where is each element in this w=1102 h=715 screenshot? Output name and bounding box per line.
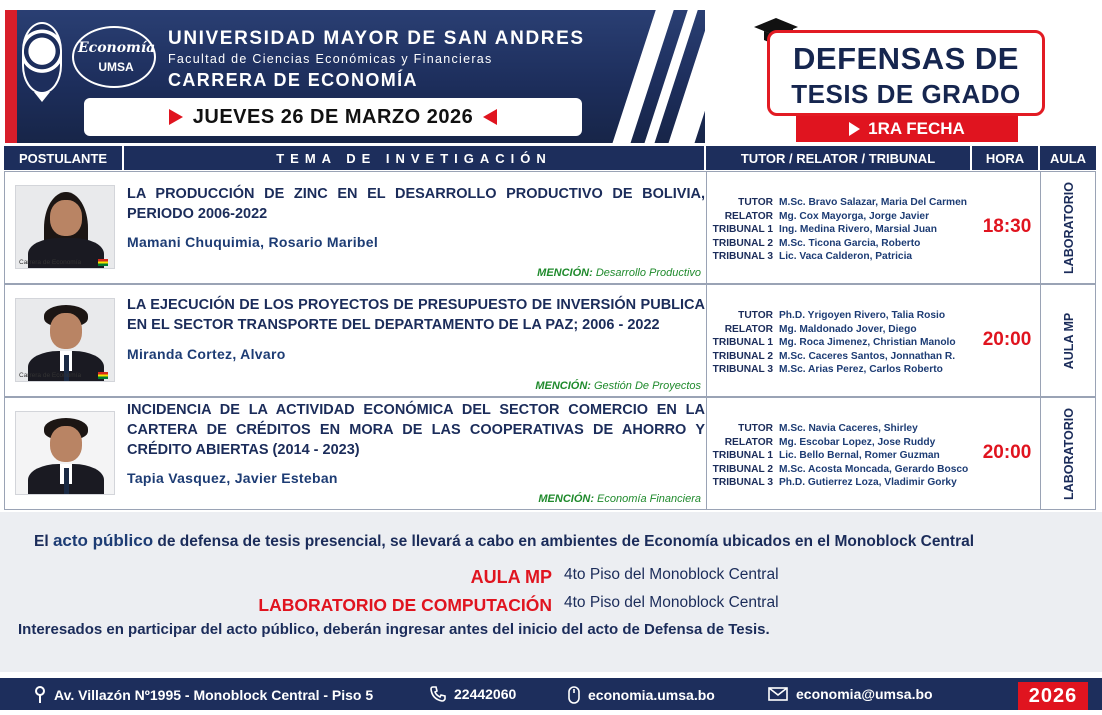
defense-schedule-table (4, 146, 1096, 512)
mention-value: Desarrollo Productivo (595, 267, 701, 279)
phone-text[interactable]: 22442060 (454, 686, 517, 702)
website-link[interactable]: economia.umsa.bo (588, 687, 715, 703)
committee-row (711, 309, 973, 323)
notice-pre: El (34, 533, 49, 550)
defense-room (1041, 172, 1097, 283)
committee-row (711, 323, 973, 337)
event-title-line2: TESIS DE GRADO (791, 79, 1021, 109)
location-pin-icon (34, 686, 46, 704)
committee-role: TUTOR (738, 197, 773, 208)
committee-member: M.Sc. Ticona Garcia, Roberto (779, 237, 921, 249)
logo-umsa: UMSA (98, 60, 134, 74)
committee-member: M.Sc. Navia Caceres, Shirley (779, 423, 918, 434)
table-row (4, 284, 1096, 397)
session-label: 1RA FECHA (868, 119, 965, 138)
column-divider (706, 172, 707, 283)
committee-list (711, 196, 973, 264)
economia-logo (72, 26, 156, 88)
committee-member: Mg. Cox Mayorga, Jorge Javier (779, 210, 930, 222)
committee-role: TUTOR (738, 423, 773, 434)
faculty-name: Facultad de Ciencias Económicas y Financieras (168, 52, 493, 66)
committee-role: TRIBUNAL 1 (712, 337, 773, 349)
committee-role: RELATOR (724, 210, 773, 222)
play-icon (849, 122, 860, 136)
applicant-photo (15, 185, 115, 269)
envelope-icon (768, 687, 788, 701)
room-label: LABORATORIO (1062, 407, 1076, 500)
mouse-icon (568, 686, 580, 704)
committee-member: M.Sc. Bravo Salazar, Maria Del Carmen (779, 197, 967, 208)
footer (0, 674, 1102, 710)
photo-tie (64, 468, 69, 494)
date-banner (84, 98, 582, 136)
thesis-mention (535, 380, 701, 392)
committee-role: TRIBUNAL 3 (712, 364, 773, 376)
defense-room (1041, 398, 1097, 509)
committee-member: M.Sc. Acosta Moncada, Gerardo Bosco (779, 463, 969, 475)
thesis-mention (537, 267, 701, 279)
committee-role: TRIBUNAL 1 (712, 450, 773, 462)
committee-role: TRIBUNAL 1 (712, 224, 773, 236)
footer-website (568, 686, 715, 704)
committee-member: M.Sc. Arias Perez, Carlos Roberto (779, 364, 943, 376)
table-row (4, 397, 1096, 510)
room-label: AULA MP (1062, 312, 1077, 369)
column-divider (706, 285, 707, 396)
committee-role: TRIBUNAL 3 (712, 477, 773, 489)
session-badge (796, 116, 1018, 142)
university-name: UNIVERSIDAD MAYOR DE SAN ANDRES (168, 28, 585, 49)
location-description: 4to Piso del Monoblock Central (564, 594, 779, 611)
committee-list (711, 309, 973, 377)
committee-row (711, 436, 973, 450)
mention-label: MENCIÓN: (537, 267, 593, 279)
flag-icon (98, 259, 108, 266)
defense-time: 20:00 (982, 442, 1032, 463)
committee-row (711, 463, 973, 477)
committee-row (711, 422, 973, 436)
footer-address (34, 686, 373, 704)
applicant-name: Tapia Vasquez, Javier Esteban (127, 470, 338, 486)
address-text: Av. Villazón Nº1995 - Monoblock Central - Piso 5 (54, 687, 374, 703)
seal-ribbon-icon (34, 92, 50, 102)
committee-member: Mg. Maldonado Jover, Diego (779, 323, 917, 335)
event-title-box (767, 30, 1045, 116)
committee-list (711, 422, 973, 490)
applicant-photo (15, 298, 115, 382)
arrow-right-icon (169, 109, 183, 125)
committee-row (711, 449, 973, 463)
header-applicant: POSTULANTE (4, 146, 124, 170)
university-seal-icon (22, 22, 62, 94)
photo-face (50, 200, 82, 236)
attendance-note: Interesados en participar del acto público, deberán ingresar antes del inicio del acto de Defensa de Tesis. (18, 621, 770, 638)
flag-icon (98, 372, 108, 379)
committee-member: Ph.D. Gutierrez Loza, Vladimir Gorky (779, 477, 957, 489)
header (0, 0, 1102, 148)
committee-role: TRIBUNAL 2 (712, 350, 773, 362)
applicant-name: Miranda Cortez, Alvaro (127, 346, 286, 362)
committee-role: TRIBUNAL 2 (712, 237, 773, 249)
committee-row (711, 363, 973, 377)
phone-icon (430, 686, 446, 702)
committee-row (711, 223, 973, 237)
committee-member: Ph.D. Yrigoyen Rivero, Talia Rosio (779, 310, 946, 321)
defense-time: 20:00 (982, 329, 1032, 350)
thesis-topic: LA PRODUCCIÓN DE ZINC EN EL DESARROLLO PRODUCTIVO DE BOLIVIA, PERIODO 2006-2022 (127, 186, 705, 222)
thesis-topic: LA EJECUCIÓN DE LOS PROYECTOS DE PRESUPUESTO DE INVERSIÓN PUBLICA EN EL SECTOR TRANSPORTE DEL DEPARTAMENTO DE LA PAZ; 2006 - 2022 (127, 297, 705, 333)
year-badge: 2026 (1018, 682, 1088, 710)
column-divider (706, 398, 707, 509)
location-name: AULA MP (470, 567, 552, 587)
location-description: 4to Piso del Monoblock Central (564, 566, 779, 583)
committee-row (711, 196, 973, 210)
mention-label: MENCIÓN: (535, 380, 591, 392)
committee-member: Lic. Bello Bernal, Romer Guzman (779, 450, 940, 462)
committee-member: M.Sc. Caceres Santos, Jonnathan R. (779, 350, 956, 362)
header-room: AULA (1040, 146, 1096, 170)
committee-row (711, 237, 973, 251)
header-committee: TUTOR / RELATOR / TRIBUNAL (706, 146, 972, 170)
committee-member: Ing. Medina Rivero, Marsial Juan (779, 224, 937, 236)
committee-role: TUTOR (738, 310, 773, 321)
public-act-notice (34, 531, 974, 551)
committee-role: RELATOR (724, 323, 773, 335)
committee-member: Mg. Roca Jimenez, Christian Manolo (779, 337, 956, 349)
photo-caption: Carrera de Economía (19, 259, 82, 266)
header-topic: TEMA DE INVETIGACIÓN (124, 146, 706, 170)
footer-phone (430, 686, 516, 702)
photo-face (50, 313, 82, 349)
committee-role: TRIBUNAL 2 (712, 463, 773, 475)
committee-row (711, 336, 973, 350)
photo-face (50, 426, 82, 462)
committee-row (711, 350, 973, 364)
table-row (4, 171, 1096, 284)
committee-row (711, 210, 973, 224)
mention-label: MENCIÓN: (538, 493, 594, 505)
email-link[interactable]: economia@umsa.bo (796, 686, 933, 702)
thesis-mention (538, 493, 701, 505)
event-title-line1: DEFENSAS DE (793, 41, 1019, 76)
committee-row (711, 250, 973, 264)
committee-role: TRIBUNAL 3 (712, 251, 773, 263)
notice-highlight: acto público (52, 531, 154, 550)
footer-email (768, 686, 933, 702)
mention-value: Gestión De Proyectos (594, 380, 701, 392)
photo-caption: Carrera de Economía (19, 372, 82, 379)
event-date: JUEVES 26 DE MARZO 2026 (192, 105, 474, 128)
applicant-photo (15, 411, 115, 495)
applicant-name: Mamani Chuquimia, Rosario Maribel (127, 234, 379, 250)
arrow-left-icon (483, 109, 497, 125)
committee-row (711, 476, 973, 490)
committee-member: Lic. Vaca Calderon, Patricia (779, 251, 913, 263)
header-time: HORA (972, 146, 1040, 170)
location-name: LABORATORIO DE COMPUTACIÓN (258, 595, 552, 615)
logo-word: Economía (78, 40, 156, 56)
committee-member: Mg. Escobar Lopez, Jose Ruddy (779, 436, 936, 448)
defense-time: 18:30 (982, 216, 1032, 237)
room-label: LABORATORIO (1062, 181, 1076, 274)
committee-role: RELATOR (724, 436, 773, 448)
notice-post: de defensa de tesis presencial, se llevará a cabo en ambientes de Economía ubicados en el Monoblock Central (157, 533, 975, 550)
thesis-topic: INCIDENCIA DE LA ACTIVIDAD ECONÓMICA DEL SECTOR COMERCIO EN LA CARTERA DE CRÉDITOS EN MORA DE LAS COOPERATIVAS DE AHORRO Y CRÉDITO ABIERTAS (2014 - 2023) (127, 402, 705, 458)
defense-room (1041, 285, 1097, 396)
career-name: CARRERA DE ECONOMÍA (168, 70, 418, 90)
banner-red-edge (5, 10, 17, 143)
mention-value: Economía Financiera (597, 493, 701, 505)
